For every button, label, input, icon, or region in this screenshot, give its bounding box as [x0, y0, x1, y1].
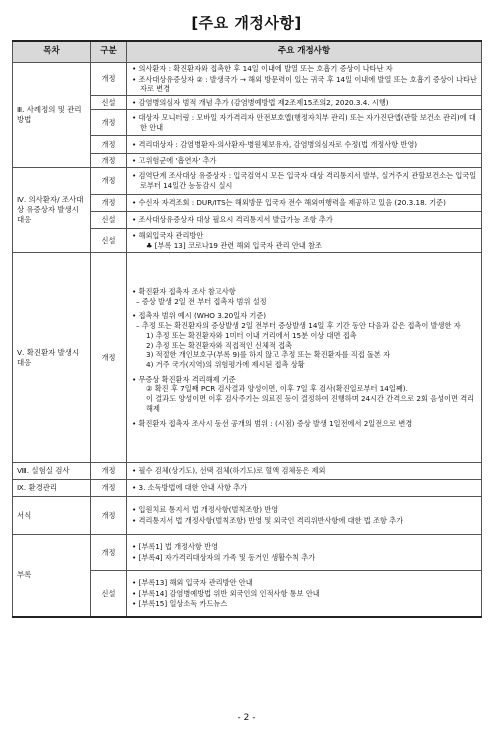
change-cell — [127, 110, 482, 136]
change-cell — [127, 154, 482, 168]
type-cell: 개정 — [91, 253, 127, 463]
type-cell: 개정 — [91, 463, 127, 480]
section-label: Ⅲ. 사례정의 및 관리방법 — [13, 63, 91, 168]
table-header-row — [13, 41, 482, 63]
change-item: • 격리통지서 법 개정사항(벌칙조항) 반영 및 외국인 격리위반사항에 대한 법 조항 추가 — [132, 516, 404, 526]
table-row — [13, 253, 482, 463]
change-item: • 접촉자 범위 예시 (WHO 3.20일자 기준) — [132, 311, 267, 321]
change-subitem: 2) 추정 또는 확진환자와 직접적인 신체적 접촉 — [146, 340, 293, 350]
change-cell — [127, 136, 482, 154]
change-item: • 3. 소독방법에 대한 안내 사항 추가 — [132, 483, 248, 493]
change-cell — [127, 195, 482, 212]
change-item: • 의사환자 : 확진환자와 접촉한 후 14일 이내에 발열 또는 호흡기 증상이 나타난 자 — [132, 64, 393, 73]
change-item: • 검역단계 조사대상 유증상자 : 입국검역시 모든 입국자 대상 격리통지서 발부, 실거주지 관할보건소는 입국일로부터 14일간 능동감시 실시 — [132, 171, 477, 191]
header-changes: 주요 개정사항 — [127, 41, 482, 63]
change-item: • 조사대상유증상자 대상 필요시 격리통지서 발급가능 조항 추가 — [132, 215, 333, 225]
change-item: • [부록14] 감염병예방법 위반 외국인의 인적사항 통보 안내 — [132, 588, 320, 598]
change-item: • [부록4] 자가격리대상자의 가족 및 동거인 생활수칙 추가 — [132, 553, 316, 563]
change-item: • [부록1] 법 개정사항 반영 — [132, 542, 219, 552]
header-type: 구분 — [91, 41, 127, 63]
change-item: • 무증상 확진환자 격리해제 기준 — [132, 374, 236, 384]
section-label: Ⅴ. 확진환자 발생시 대응 — [13, 253, 91, 463]
change-item: • 확진환자 접촉자 조사 참고사항 — [132, 286, 236, 296]
type-cell: 개정 — [91, 136, 127, 154]
table-row — [13, 463, 482, 480]
table-row — [13, 480, 482, 497]
change-item: • 필수 검체(상기도), 선택 검체(하기도)로 혈액 검체등은 제외 — [132, 466, 326, 476]
change-cell — [127, 168, 482, 195]
section-label: Ⅳ. 의사환자/ 조사대상 유증상자 발생시 대응 — [13, 168, 91, 253]
change-item: • 감염병의심자 범적 개념 추가 (감염병예방법 제2조제15조의2, 2020.3.4. 시행) — [132, 97, 389, 107]
section-label: 부록 — [13, 535, 91, 617]
change-item: • 격리대상자 : 감염병환자·의사환자·병원체보유자, 감염병의심자로 수정(법 개정사항 반영) — [132, 139, 418, 149]
change-item: • 입원치료 통지서 법 개정사항(벌칙조항) 반영 — [132, 505, 279, 515]
change-subitem: 4) 거주 국가(지역)의 위험평가에 제시된 접촉 상황 — [146, 360, 305, 370]
change-subitem: – 추정 또는 확진환자의 증상발생 2일 전부터 증상발생 14일 후 기간 동안 다음과 같은 접촉이 발생한 자 — [136, 321, 461, 331]
table-row — [13, 63, 482, 96]
change-subitem: ♣ [부록 13] 코로나19 관련 해외 입국자 관리 안내 참조 — [146, 240, 322, 250]
table-row — [13, 535, 482, 571]
type-cell: 신설 — [91, 229, 127, 253]
change-item: • [부록13] 해외 입국자 관리방안 안내 — [132, 577, 253, 587]
section-label: Ⅷ. 실험실 검사 — [13, 463, 91, 480]
table-row — [13, 168, 482, 195]
change-cell — [127, 463, 482, 480]
change-cell — [127, 571, 482, 617]
section-label: 서식 — [13, 497, 91, 535]
type-cell: 개정 — [91, 154, 127, 168]
section-label: Ⅸ. 환경관리 — [13, 480, 91, 497]
change-item: • 고위험군에 '흡연자' 추가 — [132, 155, 217, 165]
change-subitem: – 증상 발생 2일 전 부터 접촉자 범위 설정 — [136, 296, 267, 306]
change-item: • 조사대상유증상자 ② : 발생국가 → 해외 방문력이 있는 귀국 후 14일 이내에 발열 또는 호흡기 증상이 나타난 자로 변경 — [132, 74, 477, 94]
change-subitem: 이 결과도 양성이면 이후 검사주기는 의료진 등이 결정하여 진행하며 24시간 간격으로 2회 음성이면 격리해제 — [146, 394, 475, 413]
type-cell: 신설 — [91, 96, 127, 110]
type-cell: 개정 — [91, 480, 127, 497]
type-cell: 개정 — [91, 535, 127, 571]
page-title: [주요 개정사항] — [191, 14, 302, 32]
change-item: • [부록15] 일상소독 카드뉴스 — [132, 599, 228, 609]
type-cell: 개정 — [91, 168, 127, 195]
type-cell: 신설 — [91, 212, 127, 229]
type-cell: 개정 — [91, 497, 127, 535]
header-toc: 목차 — [13, 41, 91, 63]
revision-table — [12, 40, 482, 618]
table-row — [13, 497, 482, 535]
change-item: • 수신자 자격조회 : DUR/ITS는 해외방문 입국자 전수 해외여행력을 제공하고 있음 (20.3.18. 기준) — [132, 198, 446, 208]
change-subitem: ② 확진 후 7일째 PCR 검사결과 양성이면, 이후 7일 후 검사(확진일로부터 14일째). — [146, 384, 408, 394]
change-cell — [127, 480, 482, 497]
change-cell — [127, 63, 482, 96]
change-cell — [127, 253, 482, 463]
change-subitem: 3) 적절한 개인보호구(부록 9)를 하지 않고 추정 또는 확진환자를 직접 돌본 자 — [146, 350, 391, 360]
change-item: • 해외입국자 관리방안 — [132, 230, 204, 240]
change-cell — [127, 96, 482, 110]
type-cell: 개정 — [91, 63, 127, 96]
type-cell: 신설 — [91, 571, 127, 617]
change-cell — [127, 497, 482, 535]
page-number: - 2 - — [237, 713, 256, 723]
change-subitem: 1) 추정 또는 확진환자와 1미터 이내 거리에서 15분 이상 대면 접촉 — [146, 330, 357, 340]
change-item: • 대상자 모니터링 : 모바일 자가격리자 안전보호앱(행정자치부 관리) 또는 자가진단앱(관할 보건소 관리)에 대한 안내 — [132, 112, 476, 132]
change-cell — [127, 212, 482, 229]
change-cell — [127, 535, 482, 571]
type-cell: 개정 — [91, 195, 127, 212]
change-cell — [127, 229, 482, 253]
type-cell: 개정 — [91, 110, 127, 136]
change-item: • 확진환자 접촉자 조사시 동선 공개의 범위 : (시점) 증상 발생 1일전에서 2일전으로 변경 — [132, 418, 413, 428]
